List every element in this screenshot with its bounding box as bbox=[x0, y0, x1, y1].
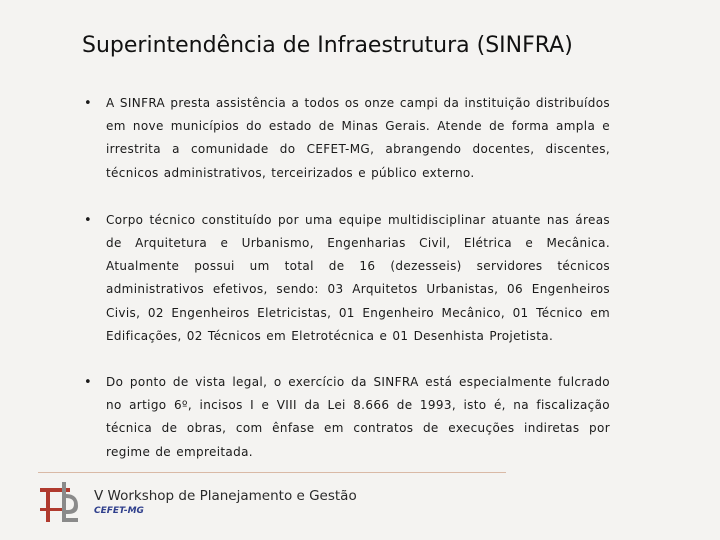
bullet-item bbox=[84, 209, 610, 348]
bullet-list bbox=[84, 92, 610, 464]
slide-title: Superintendência de Infraestrutura (SINFRA) bbox=[82, 33, 573, 58]
bullet-marker: • bbox=[84, 375, 92, 391]
footer-event-title: V Workshop de Planejamento e Gestão bbox=[94, 488, 357, 504]
footer-divider bbox=[38, 472, 506, 473]
bullet-marker: • bbox=[84, 96, 92, 111]
footer-institution: CEFET-MG bbox=[94, 506, 144, 516]
bullet-text: A SINFRA presta assistência a todos os onze campi da instituição distribuídos em nove municípios do estado de Minas Gerais. Atende de forma ampla e irrestrita a comunidade do CEFET-MG, abrangendo docentes, discentes, técnicos administrativos, terceirizados e público externo. bbox=[106, 96, 610, 180]
bullet-text: Corpo técnico constituído por uma equipe multidisciplinar atuante nas áreas de Arquitetura e Urbanismo, Engenharias Civil, Elétrica e Mecânica. Atualmente possui um total de 16 (dezesseis) servidores técnicos administrativos efetivos, sendo: 03 Arquitetos Urbanistas, 06 Engenheiros Civis, 02 Engenheiros Eletricistas, 01 Engenheiro Mecânico, 01 Técnico em Edificações, 02 Técnicos em Eletrotécnica e 01 Desenhista Projetista. bbox=[106, 212, 610, 343]
bullet-text: Do ponto de vista legal, o exercício da SINFRA está especialmente fulcrado no artigo 6º, incisos I e VIII da Lei 8.666 de 1993, isto é, na fiscalização técnica de obras, com ênfase em contratos de execuções indiretas por regime de empreitada. bbox=[106, 375, 610, 459]
bullet-marker: • bbox=[84, 212, 92, 228]
bullet-item bbox=[84, 371, 610, 464]
cefet-mg-logo-icon bbox=[38, 478, 82, 526]
bullet-item bbox=[84, 92, 610, 185]
